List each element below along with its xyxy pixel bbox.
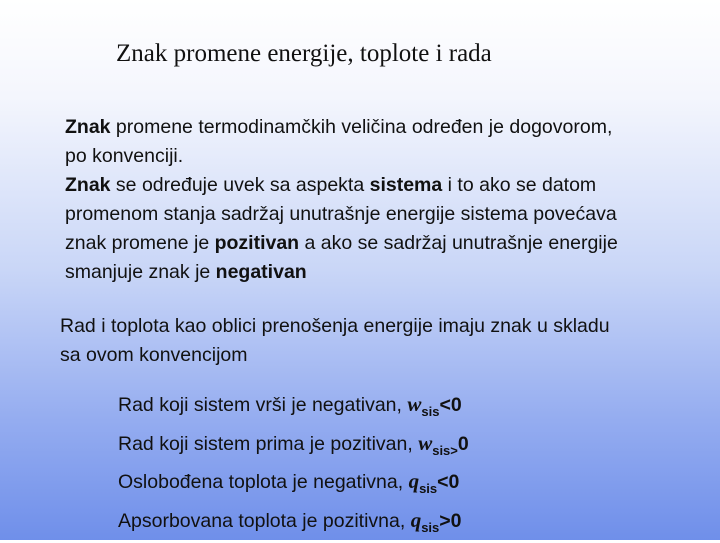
paragraph-line bbox=[65, 258, 705, 287]
subscript: sis bbox=[419, 481, 437, 496]
paragraph-line: promenom stanja sadržaj unutrašnje energije sistema povećava bbox=[65, 200, 705, 229]
paragraph-line: Rad i toplota kao oblici prenošenja energije imaju znak u skladu bbox=[60, 312, 700, 341]
list-item bbox=[118, 428, 469, 467]
variable: q bbox=[411, 508, 422, 532]
list-item bbox=[118, 389, 469, 428]
slide-title: Znak promene energije, toplote i rada bbox=[116, 40, 492, 68]
list-item bbox=[118, 466, 469, 505]
variable: w bbox=[418, 431, 432, 455]
list-item bbox=[118, 505, 469, 543]
subscript: sis> bbox=[432, 443, 458, 458]
text: znak promene je bbox=[65, 232, 215, 254]
relation: <0 bbox=[439, 394, 461, 416]
list-item-text: Rad koji sistem prima je pozitivan, bbox=[118, 433, 418, 455]
list-item-text: Apsorbovana toplota je pozitivna, bbox=[118, 510, 411, 532]
text: smanjuje znak je bbox=[65, 261, 216, 283]
bold-text: sistema bbox=[370, 174, 443, 196]
subscript: sis bbox=[421, 520, 439, 535]
variable: q bbox=[409, 469, 420, 493]
paragraph-line bbox=[65, 229, 705, 258]
relation: <0 bbox=[437, 471, 459, 493]
paragraph-line: sa ovom konvencijom bbox=[60, 341, 700, 370]
text: a ako se sadržaj unutrašnje energije bbox=[299, 232, 618, 254]
bold-text: negativan bbox=[216, 261, 307, 283]
relation: 0 bbox=[458, 433, 469, 455]
convention-paragraph bbox=[65, 113, 705, 287]
text: se određuje uvek sa aspekta bbox=[111, 174, 370, 196]
subscript: sis bbox=[421, 404, 439, 419]
bold-text: Znak bbox=[65, 174, 111, 196]
work-heat-paragraph bbox=[60, 312, 700, 370]
relation: >0 bbox=[439, 510, 461, 532]
list-item-text: Rad koji sistem vrši je negativan, bbox=[118, 394, 407, 416]
bold-text: pozitivan bbox=[215, 232, 300, 254]
list-item-text: Oslobođena toplota je negativna, bbox=[118, 471, 409, 493]
paragraph-line bbox=[65, 171, 705, 200]
paragraph-line: po konvenciji. bbox=[65, 142, 705, 171]
variable: w bbox=[407, 392, 421, 416]
paragraph-line bbox=[65, 113, 705, 142]
bold-text: Znak bbox=[65, 116, 111, 138]
text: promene termodinamčkih veličina određen je dogovorom, bbox=[111, 116, 613, 138]
sign-rules-list bbox=[118, 389, 469, 543]
text: i to ako se datom bbox=[442, 174, 596, 196]
